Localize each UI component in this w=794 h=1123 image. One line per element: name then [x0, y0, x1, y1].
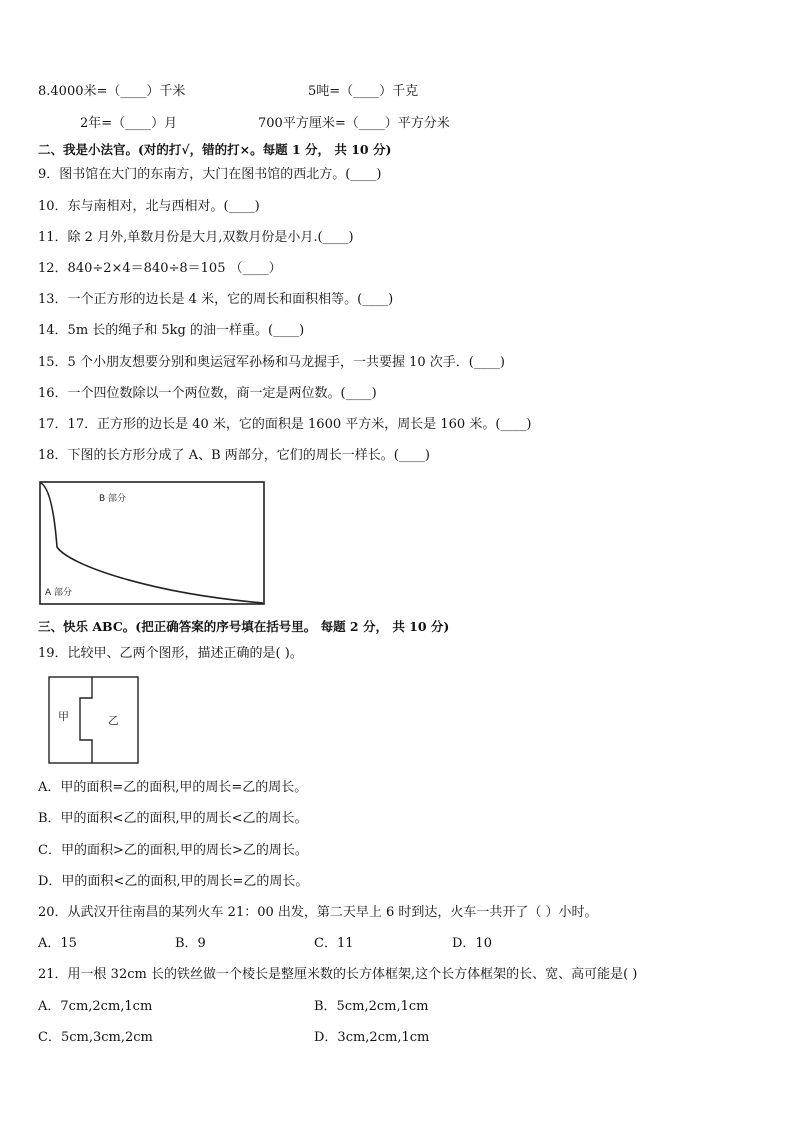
question-20: 20．从武汉开往南昌的某列火车 21：00 出发，第二天早上 6 时到达，火车一共开了（ ）小时。	[38, 905, 598, 920]
section-3-title: 三、快乐 ABC。(把正确答案的序号填在括号里。 每题 2 分， 共 10 分)	[38, 619, 450, 634]
question-13: 13．一个正方形的边长是 4 米，它的周长和面积相等。(____)	[38, 292, 394, 307]
figure-jia-yi	[48, 676, 140, 764]
question-16: 16．一个四位数除以一个两位数，商一定是两位数。(____)	[38, 386, 377, 401]
rectangle-figure-q18	[39, 481, 265, 605]
q21-option-c: C．5cm,3cm,2cm	[38, 1030, 153, 1045]
label-jia: 甲	[58, 710, 69, 723]
q21-option-a: A．7cm,2cm,1cm	[38, 999, 153, 1014]
q8-item-b: 5吨=（____）千克	[308, 84, 419, 99]
question-14: 14．5m 长的绳子和 5kg 的油一样重。(____)	[38, 323, 305, 338]
q20-option-d: D．10	[452, 936, 492, 951]
q21-option-d: D．3cm,2cm,1cm	[314, 1030, 430, 1045]
q20-option-a: A．15	[38, 936, 77, 951]
question-19: 19．比较甲、乙两个图形，描述正确的是( )。	[38, 646, 303, 661]
q20-option-b: B．9	[175, 936, 206, 951]
q19-option-a: A．甲的面积=乙的面积,甲的周长=乙的周长。	[38, 780, 308, 795]
question-17: 17．17．正方形的边长是 40 米，它的面积是 1600 平方米，周长是 160 米。(____)	[38, 417, 532, 432]
q21-option-b: B．5cm,2cm,1cm	[314, 999, 429, 1014]
question-18: 18．下图的长方形分成了 A、B 两部分，它们的周长一样长。(____)	[38, 448, 430, 463]
q8-item-c: 2年=（____）月	[80, 116, 178, 131]
label-b-part: B 部分	[99, 494, 127, 504]
q19-option-d: D．甲的面积<乙的面积,甲的周长=乙的周长。	[38, 874, 309, 889]
q19-option-c: C．甲的面积>乙的面积,甲的周长>乙的周长。	[38, 843, 308, 858]
question-15: 15．5 个小朋友想要分别和奥运冠军孙杨和马龙握手，一共要握 10 次手．(____)	[38, 355, 505, 370]
q20-option-c: C．11	[314, 936, 354, 951]
dividing-curve	[41, 483, 263, 603]
question-9: 9．图书馆在大门的东南方，大门在图书馆的西北方。(____)	[38, 167, 382, 182]
question-10: 10．东与南相对，北与西相对。(____)	[38, 199, 260, 214]
q8-item-d: 700平方厘米=（____）平方分米	[258, 116, 450, 131]
label-yi: 乙	[108, 714, 119, 727]
question-11: 11．除 2 月外,单数月份是大月,双数月份是小月.(____)	[38, 230, 354, 245]
dividing-line	[80, 677, 92, 763]
q8-item-a: 8.4000米=（____）千米	[38, 84, 186, 99]
section-2-title: 二、我是小法官。(对的打√，错的打×。每题 1 分， 共 10 分)	[38, 142, 392, 157]
q19-option-b: B．甲的面积<乙的面积,甲的周长<乙的周长。	[38, 811, 308, 826]
question-12: 12．840÷2×4＝840÷8＝105 （____）	[38, 261, 282, 276]
label-a-part: A 部分	[45, 588, 73, 598]
question-21: 21．用一根 32cm 长的铁丝做一个棱长是整厘米数的长方体框架,这个长方体框架的长、宽、高可能是( )	[38, 967, 638, 982]
